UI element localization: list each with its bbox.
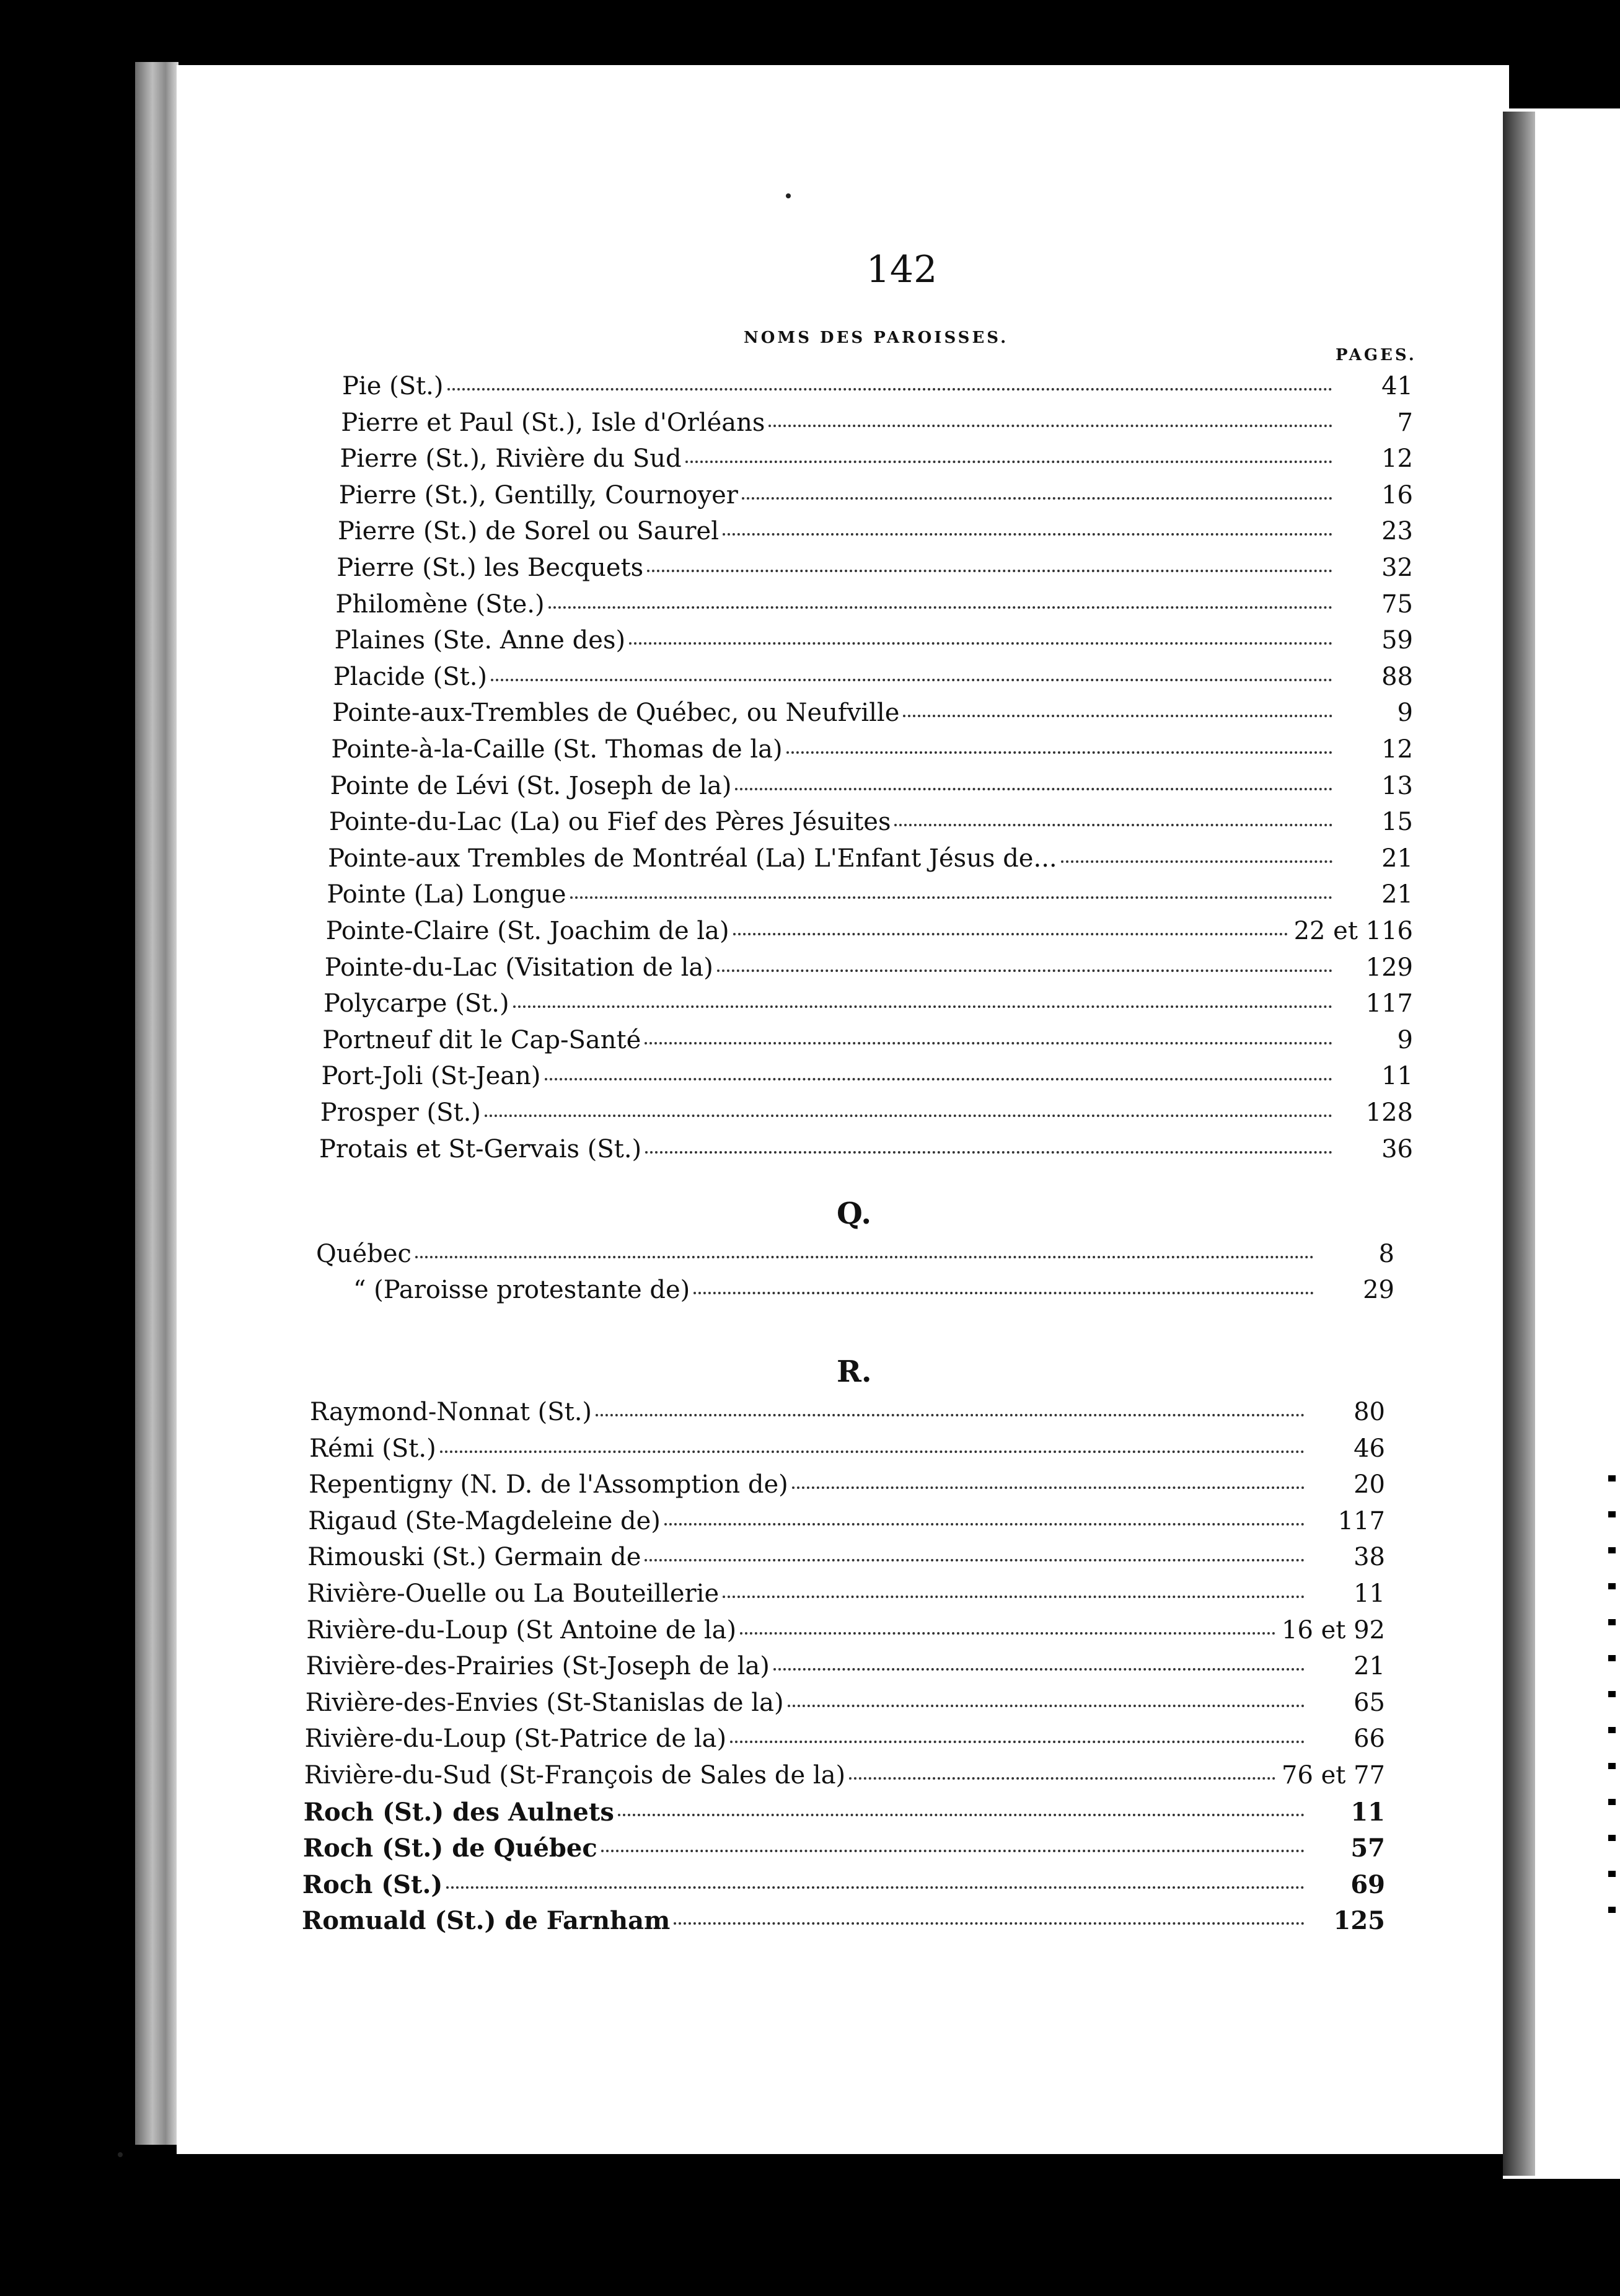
dot-leader [903,715,1332,717]
entry-page: 15 [1381,808,1413,837]
index-entry [333,663,1413,694]
dot-leader [849,1777,1275,1780]
entry-name: Rivière-Ouelle ou La Bouteillerie [307,1579,720,1608]
index-entry [304,1761,1385,1792]
entry-page: 36 [1381,1134,1413,1163]
entry-page: 88 [1381,662,1413,691]
index-entry [340,444,1413,475]
entry-page: 59 [1381,626,1413,655]
entry-page: 57 [1350,1834,1385,1863]
entry-name: Placide (St.) [333,662,488,691]
dot-leader [1061,860,1332,863]
index-entry [306,1652,1386,1683]
entry-name: Pierre (St.), Rivière du Sud [340,444,682,474]
entry-name: Pierre (St.), Gentilly, Cournoyer [338,480,738,510]
entry-page: 129 [1365,953,1413,982]
dot-leader [685,461,1332,463]
entry-name: Pierre et Paul (St.), Isle d'Orléans [341,408,765,437]
index-entry [329,808,1413,839]
entry-name: Rimouski (St.) Germain de [307,1543,641,1572]
entry-name: Repentigny (N. D. de l'Assomption de) [309,1470,788,1499]
entry-name: Pointe-Claire (St. Joachim de la) [325,917,729,945]
dot-leader [740,1632,1275,1635]
dot-leader [415,1256,1314,1258]
entry-name: Québec [316,1240,412,1268]
entry-page: 80 [1354,1398,1385,1426]
index-entry [335,626,1413,657]
entry-name: Pointe-à-la-Caille (St. Thomas de la) [331,735,783,764]
dot-leader [723,1596,1305,1598]
index-entry [325,953,1413,984]
entry-page: 13 [1381,771,1413,800]
dot-leader [733,933,1288,935]
entry-name: Rémi (St.) [309,1434,436,1463]
entry-name: Rivière-des-Envies (St-Stanislas de la) [305,1688,784,1717]
dot-leader [618,1814,1305,1816]
entry-name: Rivière-du-Loup (St Antoine de la) [306,1615,737,1645]
index-entry [319,1135,1413,1166]
dot-leader [645,1151,1332,1154]
index-entry [302,1906,1385,1937]
section-letter-q: Q. [837,1196,872,1231]
entry-name: Pierre (St.) de Sorel ou Saurel [337,517,719,546]
index-entry [310,1398,1385,1429]
index-entry [332,699,1413,730]
dot-leader [786,751,1332,754]
entry-name: “ (Paroisse protestante de) [353,1276,690,1304]
entry-name: Raymond-Nonnat (St.) [310,1398,592,1426]
entry-name: Plaines (Ste. Anne des) [334,626,626,655]
entry-name: Rigaud (Ste-Magdeleine de) [308,1506,661,1535]
index-entry [339,481,1413,512]
page-number: 142 [866,248,938,291]
dot-leader [645,1042,1332,1044]
index-entry [327,880,1413,911]
index-entry [306,1616,1385,1647]
dot-leader [773,1668,1305,1671]
dot-leader [601,1850,1305,1852]
entry-page: 11 [1350,1797,1385,1827]
adjacent-page-text-fragments [1608,1475,1616,1922]
section-letter-r: R. [837,1354,872,1389]
entry-name: Pointe-aux Trembles de Montréal (La) L'Enfant Jésus de... [328,844,1057,873]
entry-name: Roch (St.) des Aulnets [303,1797,614,1827]
entry-page: 117 [1365,989,1413,1018]
dot-leader [723,533,1332,536]
index-entry [330,772,1413,803]
entry-name: Rivière-des-Prairies (St-Joseph de la) [306,1652,770,1681]
dot-leader [693,1292,1314,1294]
index-entry [335,590,1413,621]
index-entry [328,844,1413,875]
entry-name: Pointe-du-Lac (Visitation de la) [324,953,713,982]
entry-page: 41 [1381,372,1413,400]
entry-page: 9 [1397,1025,1413,1054]
entry-name: Romuald (St.) de Farnham [302,1906,671,1936]
index-entry [342,372,1413,403]
dot-leader [513,1005,1332,1008]
entry-page: 12 [1381,444,1413,474]
entry-name: Protais et St-Gervais (St.) [319,1134,642,1163]
dot-leader [545,1078,1332,1080]
entry-page: 16 [1381,480,1413,510]
index-entry [306,1689,1385,1720]
index-entry [338,517,1413,548]
index-entry [326,917,1413,948]
index-entry [322,1062,1413,1093]
entry-page: 21 [1354,1652,1385,1681]
entry-page: 29 [1363,1276,1394,1304]
index-entry [316,1276,1394,1307]
entry-page: 23 [1381,517,1413,546]
dot-leader [792,1486,1305,1489]
index-entry [307,1579,1385,1610]
column-header-names: NOMS DES PAROISSES. [744,329,1009,347]
entry-page: 65 [1354,1688,1385,1717]
dot-leader [647,570,1332,572]
dot-leader [447,388,1333,391]
dot-leader [735,788,1332,790]
dot-leader [491,679,1332,681]
entry-page: 66 [1354,1724,1385,1754]
ink-speck [118,2152,123,2157]
entry-name: Pie (St.) [342,372,444,400]
entry-name: Prosper (St.) [320,1098,481,1127]
entry-page: 125 [1333,1906,1385,1936]
entry-page: 128 [1365,1098,1413,1127]
entry-page: 11 [1354,1579,1385,1608]
index-entry [308,1507,1385,1538]
entry-page: 16 et 92 [1282,1615,1385,1645]
entry-name: Polycarpe (St.) [324,989,509,1018]
dot-leader [894,824,1332,826]
dot-leader [596,1414,1305,1416]
entry-page: 38 [1354,1543,1385,1572]
index-entry [307,1543,1385,1574]
entry-page: 7 [1397,408,1413,437]
left-page-edge [135,62,178,2145]
index-entry [324,989,1413,1020]
entry-name: Pointe-du-Lac (La) ou Fief des Pères Jésuites [328,808,891,837]
dot-leader [570,896,1332,899]
entry-page: 46 [1354,1434,1385,1463]
entry-page: 11 [1381,1062,1413,1091]
entry-name: Roch (St.) de Québec [302,1834,597,1863]
dot-leader [629,642,1332,645]
dot-leader [485,1115,1332,1117]
entry-name: Roch (St.) [302,1870,443,1899]
dot-leader [440,1450,1305,1453]
dot-leader [548,606,1332,609]
index-entry [302,1870,1385,1901]
entry-name: Pointe (La) Longue [327,880,566,909]
dot-leader [446,1886,1305,1889]
dot-leader [664,1523,1305,1526]
index-entry [341,408,1413,439]
index-entry [322,1026,1413,1057]
dot-leader [717,969,1332,972]
entry-name: Philomène (Ste.) [335,589,545,619]
entry-page: 22 et 116 [1293,917,1413,945]
entry-name: Port-Joli (St-Jean) [321,1062,541,1091]
entry-page: 32 [1381,554,1413,582]
entry-page: 12 [1381,735,1413,764]
index-entry [309,1470,1385,1501]
index-entry [304,1798,1385,1829]
entry-page: 76 et 77 [1282,1761,1385,1790]
entry-page: 9 [1397,699,1413,728]
entry-page: 20 [1354,1470,1385,1499]
index-entry [337,554,1413,585]
dot-leader [768,425,1332,427]
entry-name: Rivière-du-Sud (St-François de Sales de la) [304,1761,846,1790]
entry-name: Pierre (St.) les Becquets [337,554,644,582]
dot-leader [674,1922,1305,1925]
entry-name: Pointe-aux-Trembles de Québec, ou Neufville [332,699,900,728]
dot-leader [788,1705,1305,1707]
entry-page: 75 [1381,589,1413,619]
dot-leader [730,1741,1305,1743]
ink-speck [786,193,791,198]
index-entry [316,1240,1394,1271]
dot-leader [645,1559,1305,1561]
entry-name: Portneuf dit le Cap-Santé [322,1025,641,1054]
column-header-pages: PAGES. [1336,346,1417,364]
entry-page: 8 [1378,1240,1394,1268]
entry-name: Rivière-du-Loup (St-Patrice de la) [304,1724,727,1754]
index-entry [309,1434,1385,1465]
right-page-edge [1503,112,1535,2176]
index-entry [320,1098,1413,1129]
index-entry [303,1834,1385,1865]
dot-leader [742,497,1332,500]
entry-page: 117 [1337,1506,1385,1535]
index-entry [331,735,1413,766]
index-entry [305,1724,1385,1755]
entry-page: 21 [1381,880,1413,909]
entry-page: 21 [1381,844,1413,873]
entry-page: 69 [1350,1870,1385,1899]
entry-name: Pointe de Lévi (St. Joseph de la) [330,771,732,800]
